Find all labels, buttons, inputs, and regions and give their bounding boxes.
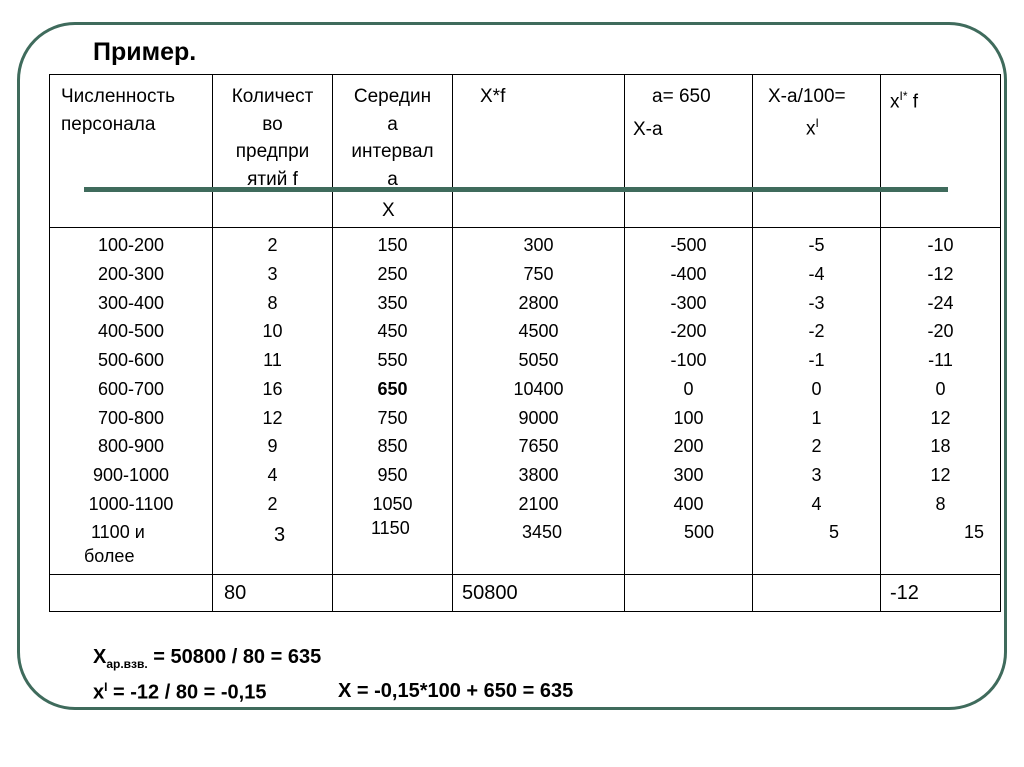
column-x bbox=[333, 231, 452, 519]
table-cell: 9000 bbox=[518, 407, 559, 428]
table-cell: 18 bbox=[930, 436, 951, 457]
column-xi-f bbox=[881, 231, 1000, 519]
table-right-border bbox=[1000, 74, 1001, 612]
table-cell: 16 bbox=[262, 378, 283, 399]
header-text: Середин bbox=[353, 86, 432, 107]
table-cell: 3450 bbox=[522, 522, 563, 542]
header-text: x bbox=[890, 91, 900, 113]
total-xif: -12 bbox=[890, 582, 919, 604]
header-text: а bbox=[387, 168, 398, 190]
table-cell: 650 bbox=[377, 378, 408, 399]
table-cell: 3 bbox=[274, 524, 286, 546]
table-cell: 0 bbox=[683, 378, 694, 399]
header-text: f bbox=[907, 91, 919, 113]
formula-x-result: X = -0,15*100 + 650 = 635 bbox=[338, 680, 574, 702]
table-cell: 12 bbox=[930, 465, 951, 485]
table-cell: 550 bbox=[377, 350, 408, 370]
table-cell: -400 bbox=[670, 263, 707, 284]
header-text: Численность bbox=[61, 86, 176, 107]
table-cell: 1150 bbox=[371, 518, 410, 538]
formula-text: X bbox=[93, 646, 107, 668]
table-cell: 0 bbox=[935, 378, 946, 399]
column-xf bbox=[453, 231, 624, 519]
table-cell: 2 bbox=[267, 235, 278, 255]
header-text: x bbox=[806, 118, 816, 140]
header-xf: X*f bbox=[480, 86, 506, 107]
formula-weighted-mean bbox=[93, 646, 321, 671]
formula-xi bbox=[93, 680, 266, 705]
table-cell: 300-400 bbox=[97, 292, 165, 313]
table-cell: 850 bbox=[377, 436, 408, 457]
table-cell: 3800 bbox=[518, 465, 559, 485]
table-cell: 1000-1100 bbox=[88, 493, 174, 514]
table-cell: 4500 bbox=[518, 321, 559, 342]
table-cell: -200 bbox=[670, 321, 707, 342]
table-cell: 250 bbox=[377, 263, 408, 284]
table-cell: 100-200 bbox=[97, 235, 165, 255]
table-cell: -10 bbox=[927, 235, 954, 255]
table-cell: 200-300 bbox=[97, 263, 165, 284]
table-cell: 0 bbox=[811, 378, 822, 399]
table-cell: 450 bbox=[377, 321, 408, 342]
table-cell: 3 bbox=[267, 263, 278, 284]
table-cell: -300 bbox=[670, 292, 707, 313]
formula-text: = 50800 / 80 = 635 bbox=[147, 646, 322, 668]
table-cell: -11 bbox=[928, 350, 953, 370]
table-cell: 8 bbox=[267, 292, 278, 313]
table-cell: -1 bbox=[808, 350, 825, 370]
table-cell: 5 bbox=[829, 522, 840, 542]
slide-title: Пример. bbox=[93, 38, 197, 66]
table-cell: 11 bbox=[263, 350, 282, 370]
header-bottom-line bbox=[49, 227, 1001, 228]
header-sup: I bbox=[815, 116, 819, 130]
header-midpoint bbox=[334, 83, 451, 193]
table-cell: 400-500 bbox=[97, 321, 165, 342]
table-cell: 5050 bbox=[518, 350, 559, 370]
header-xi bbox=[806, 110, 819, 143]
total-xf: 50800 bbox=[462, 582, 518, 604]
header-xi-formula: X-a/100= bbox=[768, 86, 846, 107]
header-a-value: a= 650 bbox=[652, 86, 711, 107]
table-cell: 350 bbox=[377, 292, 408, 313]
header-text: Количест bbox=[231, 86, 314, 107]
table-cell: -5 bbox=[808, 235, 825, 255]
header-count-staff bbox=[61, 83, 175, 138]
header-xi-f bbox=[890, 83, 918, 116]
table-cell: 8 bbox=[935, 493, 946, 514]
header-midpoint-x: X bbox=[382, 200, 395, 221]
table-cell: -3 bbox=[808, 292, 825, 313]
table-cell: 15 bbox=[964, 522, 985, 542]
table-cell: 300 bbox=[523, 235, 554, 255]
formula-text: x bbox=[93, 681, 105, 704]
table-cell: -12 bbox=[927, 263, 954, 284]
table-cell: 7650 bbox=[518, 436, 559, 457]
last-interval-line1: 1100 и bbox=[91, 522, 145, 542]
table-cell: 750 bbox=[377, 407, 408, 428]
table-cell: 10 bbox=[262, 321, 283, 342]
last-interval-line2: более bbox=[84, 546, 135, 566]
table-cell: -2 bbox=[808, 321, 825, 342]
table-cell: 4 bbox=[267, 465, 278, 485]
table-cell: -20 bbox=[927, 321, 954, 342]
column-x-minus-a bbox=[625, 231, 752, 519]
table-cell: -24 bbox=[927, 292, 954, 313]
formula-sub: ар.взв. bbox=[106, 657, 148, 671]
table-cell: 500 bbox=[684, 522, 715, 542]
table-cell: 300 bbox=[673, 465, 704, 485]
table-cell: 400 bbox=[673, 493, 704, 514]
table-cell: 1 bbox=[811, 407, 822, 428]
formula-sup: I bbox=[104, 680, 108, 694]
table-cell: 2800 bbox=[518, 292, 559, 313]
table-cell: 200 bbox=[673, 436, 704, 457]
column-intervals bbox=[50, 231, 212, 519]
formula-text: = -12 / 80 = -0,15 bbox=[107, 681, 267, 704]
table-cell: 4 bbox=[811, 493, 822, 514]
table-bottom-border bbox=[49, 611, 1001, 612]
header-x-minus-a: X-a bbox=[633, 119, 663, 140]
table-cell: 100 bbox=[673, 407, 704, 428]
table-cell: 12 bbox=[262, 407, 283, 428]
table-cell: 2 bbox=[811, 436, 822, 457]
table-cell: 800-900 bbox=[97, 436, 165, 457]
table-cell: 2 bbox=[267, 493, 278, 514]
table-cell: 12 bbox=[930, 407, 951, 428]
table-cell: 2100 bbox=[518, 493, 559, 514]
table-cell: 10400 bbox=[513, 378, 564, 399]
total-f: 80 bbox=[224, 582, 247, 604]
table-cell: 600-700 bbox=[97, 378, 165, 399]
header-text: во bbox=[262, 113, 283, 135]
table-cell: 950 bbox=[377, 465, 408, 485]
header-enterprises bbox=[214, 83, 331, 193]
table-cell: 700-800 bbox=[97, 407, 165, 428]
header-text: персонала bbox=[61, 113, 156, 135]
table-cell: -100 bbox=[670, 350, 707, 370]
table-top-border bbox=[49, 74, 1001, 75]
table-cell: 900-1000 bbox=[92, 465, 170, 485]
header-text: предпри bbox=[235, 141, 310, 162]
table-cell: 150 bbox=[377, 235, 408, 255]
header-text: ятий f bbox=[247, 168, 298, 190]
header-text: а bbox=[387, 113, 398, 135]
column-f bbox=[213, 231, 332, 519]
header-sup: I* bbox=[899, 89, 908, 103]
table-cell: 3 bbox=[811, 465, 822, 485]
header-text: интервал bbox=[351, 141, 434, 162]
table-cell: 750 bbox=[523, 263, 554, 284]
table-cell: -4 bbox=[808, 263, 825, 284]
table-cell: 9 bbox=[267, 436, 278, 457]
table-cell: 1050 bbox=[372, 493, 413, 514]
column-xi bbox=[753, 231, 880, 519]
totals-top-line bbox=[49, 574, 1001, 575]
table-cell: -500 bbox=[670, 235, 707, 255]
table-cell: 500-600 bbox=[97, 350, 165, 370]
